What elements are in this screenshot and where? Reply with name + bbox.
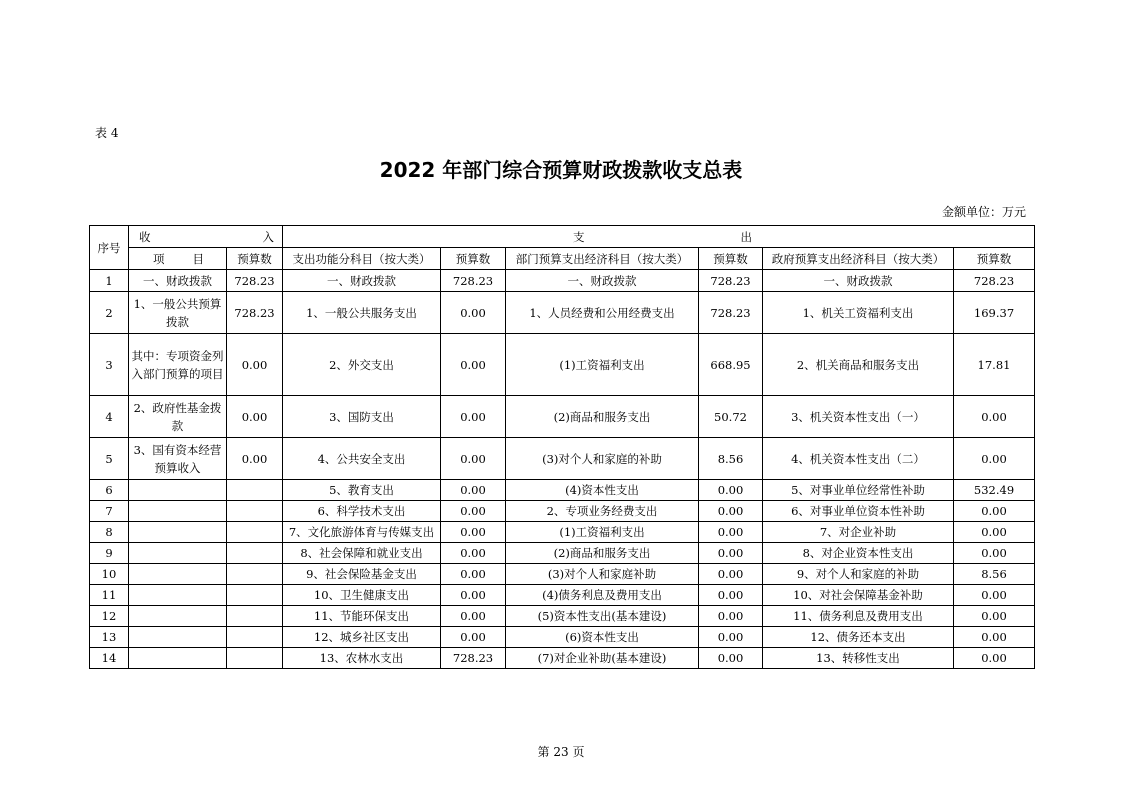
row-seq: 13	[90, 627, 129, 648]
func-budget: 0.00	[441, 292, 506, 334]
func-subject: 2、外交支出	[283, 334, 441, 396]
header-income: 收 入	[129, 226, 283, 248]
header-budget-dept: 预算数	[699, 248, 763, 270]
func-subject: 13、农林水支出	[283, 648, 441, 669]
income-item	[129, 480, 227, 501]
gov-subject: 8、对企业资本性支出	[763, 543, 954, 564]
func-subject: 11、节能环保支出	[283, 606, 441, 627]
gov-budget: 17.81	[954, 334, 1035, 396]
func-subject: 9、社会保险基金支出	[283, 564, 441, 585]
dept-subject: (3)对个人和家庭的补助	[506, 438, 699, 480]
header-expense: 支 出	[283, 226, 1035, 248]
income-budget	[227, 585, 283, 606]
table-row	[90, 334, 1035, 396]
dept-budget: 0.00	[699, 480, 763, 501]
dept-budget: 0.00	[699, 564, 763, 585]
dept-subject: (2)商品和服务支出	[506, 396, 699, 438]
dept-budget: 0.00	[699, 543, 763, 564]
income-item	[129, 606, 227, 627]
gov-subject: 2、机关商品和服务支出	[763, 334, 954, 396]
dept-budget: 0.00	[699, 585, 763, 606]
func-subject: 6、科学技术支出	[283, 501, 441, 522]
income-item	[129, 648, 227, 669]
func-budget: 728.23	[441, 648, 506, 669]
dept-budget: 728.23	[699, 292, 763, 334]
income-budget: 0.00	[227, 396, 283, 438]
table-row	[90, 585, 1035, 606]
gov-budget: 728.23	[954, 270, 1035, 292]
income-item	[129, 522, 227, 543]
func-subject: 5、教育支出	[283, 480, 441, 501]
row-seq: 11	[90, 585, 129, 606]
func-subject: 3、国防支出	[283, 396, 441, 438]
dept-budget: 728.23	[699, 270, 763, 292]
gov-subject: 一、财政拨款	[763, 270, 954, 292]
gov-budget: 169.37	[954, 292, 1035, 334]
dept-subject: (5)资本性支出(基本建设)	[506, 606, 699, 627]
func-subject: 4、公共安全支出	[283, 438, 441, 480]
gov-subject: 12、债务还本支出	[763, 627, 954, 648]
func-budget: 0.00	[441, 606, 506, 627]
table-row	[90, 438, 1035, 480]
dept-subject: (1)工资福利支出	[506, 522, 699, 543]
income-budget	[227, 648, 283, 669]
table-row	[90, 480, 1035, 501]
row-seq: 5	[90, 438, 129, 480]
income-budget	[227, 480, 283, 501]
gov-subject: 9、对个人和家庭的补助	[763, 564, 954, 585]
gov-subject: 7、对企业补助	[763, 522, 954, 543]
income-budget	[227, 543, 283, 564]
table-row	[90, 543, 1035, 564]
func-budget: 0.00	[441, 564, 506, 585]
row-seq: 2	[90, 292, 129, 334]
dept-budget: 0.00	[699, 522, 763, 543]
gov-budget: 0.00	[954, 627, 1035, 648]
header-budget-income: 预算数	[227, 248, 283, 270]
gov-subject: 4、机关资本性支出（二）	[763, 438, 954, 480]
gov-subject: 11、债务利息及费用支出	[763, 606, 954, 627]
table-row	[90, 606, 1035, 627]
func-budget: 0.00	[441, 585, 506, 606]
dept-budget: 0.00	[699, 606, 763, 627]
row-seq: 14	[90, 648, 129, 669]
dept-subject: (4)资本性支出	[506, 480, 699, 501]
gov-subject: 13、转移性支出	[763, 648, 954, 669]
dept-subject: (3)对个人和家庭补助	[506, 564, 699, 585]
row-seq: 8	[90, 522, 129, 543]
table-row	[90, 648, 1035, 669]
gov-budget: 532.49	[954, 480, 1035, 501]
income-budget	[227, 501, 283, 522]
header-dept-subject: 部门预算支出经济科目（按大类）	[506, 248, 699, 270]
func-budget: 0.00	[441, 522, 506, 543]
func-budget: 0.00	[441, 480, 506, 501]
table-row	[90, 292, 1035, 334]
income-budget: 0.00	[227, 334, 283, 396]
func-subject: 8、社会保障和就业支出	[283, 543, 441, 564]
dept-subject: 1、人员经费和公用经费支出	[506, 292, 699, 334]
row-seq: 7	[90, 501, 129, 522]
gov-budget: 0.00	[954, 543, 1035, 564]
table-row	[90, 564, 1035, 585]
dept-budget: 668.95	[699, 334, 763, 396]
func-budget: 0.00	[441, 334, 506, 396]
header-seq: 序号	[90, 226, 129, 270]
row-seq: 4	[90, 396, 129, 438]
header-gov-subject: 政府预算支出经济科目（按大类）	[763, 248, 954, 270]
row-seq: 12	[90, 606, 129, 627]
gov-budget: 0.00	[954, 522, 1035, 543]
dept-subject: (2)商品和服务支出	[506, 543, 699, 564]
row-seq: 9	[90, 543, 129, 564]
dept-budget: 0.00	[699, 648, 763, 669]
dept-subject: (1)工资福利支出	[506, 334, 699, 396]
dept-subject: 一、财政拨款	[506, 270, 699, 292]
income-budget	[227, 564, 283, 585]
row-seq: 1	[90, 270, 129, 292]
dept-subject: (6)资本性支出	[506, 627, 699, 648]
page-title: 2022 年部门综合预算财政拨款收支总表	[379, 158, 743, 182]
gov-budget: 0.00	[954, 606, 1035, 627]
table-row	[90, 522, 1035, 543]
dept-subject: (4)债务利息及费用支出	[506, 585, 699, 606]
func-budget: 0.00	[441, 501, 506, 522]
table-row	[90, 627, 1035, 648]
amount-unit: 金额单位：万元	[941, 205, 1026, 219]
gov-budget: 0.00	[954, 501, 1035, 522]
income-item	[129, 564, 227, 585]
gov-budget: 0.00	[954, 585, 1035, 606]
table-label: 表 4	[95, 126, 119, 140]
header-func-subject: 支出功能分科目（按大类）	[283, 248, 441, 270]
dept-budget: 50.72	[699, 396, 763, 438]
func-budget: 0.00	[441, 396, 506, 438]
func-subject: 1、一般公共服务支出	[283, 292, 441, 334]
budget-table	[89, 225, 1035, 669]
gov-subject: 6、对事业单位资本性补助	[763, 501, 954, 522]
table-row	[90, 501, 1035, 522]
dept-budget: 8.56	[699, 438, 763, 480]
func-budget: 728.23	[441, 270, 506, 292]
gov-subject: 10、对社会保障基金补助	[763, 585, 954, 606]
func-subject: 一、财政拨款	[283, 270, 441, 292]
row-seq: 6	[90, 480, 129, 501]
header-budget-gov: 预算数	[954, 248, 1035, 270]
func-subject: 12、城乡社区支出	[283, 627, 441, 648]
gov-budget: 0.00	[954, 648, 1035, 669]
func-subject: 7、文化旅游体育与传媒支出	[283, 522, 441, 543]
header-budget-func: 预算数	[441, 248, 506, 270]
income-item: 一、财政拨款	[129, 270, 227, 292]
gov-budget: 8.56	[954, 564, 1035, 585]
income-item: 2、政府性基金拨款	[129, 396, 227, 438]
income-item: 其中：专项资金列入部门预算的项目	[129, 334, 227, 396]
gov-budget: 0.00	[954, 396, 1035, 438]
header-item: 项 目	[129, 248, 227, 270]
gov-subject: 5、对事业单位经常性补助	[763, 480, 954, 501]
gov-subject: 3、机关资本性支出（一）	[763, 396, 954, 438]
income-item: 1、一般公共预算拨款	[129, 292, 227, 334]
table-row	[90, 396, 1035, 438]
gov-budget: 0.00	[954, 438, 1035, 480]
row-seq: 10	[90, 564, 129, 585]
page-number: 第 23 页	[537, 745, 585, 759]
income-item	[129, 543, 227, 564]
gov-subject: 1、机关工资福利支出	[763, 292, 954, 334]
income-item	[129, 585, 227, 606]
table-row	[90, 270, 1035, 292]
income-item: 3、国有资本经营预算收入	[129, 438, 227, 480]
income-item	[129, 627, 227, 648]
func-subject: 10、卫生健康支出	[283, 585, 441, 606]
dept-budget: 0.00	[699, 501, 763, 522]
dept-budget: 0.00	[699, 627, 763, 648]
income-budget	[227, 522, 283, 543]
dept-subject: (7)对企业补助(基本建设)	[506, 648, 699, 669]
func-budget: 0.00	[441, 543, 506, 564]
func-budget: 0.00	[441, 438, 506, 480]
income-budget: 0.00	[227, 438, 283, 480]
dept-subject: 2、专项业务经费支出	[506, 501, 699, 522]
income-budget	[227, 627, 283, 648]
income-item	[129, 501, 227, 522]
income-budget: 728.23	[227, 270, 283, 292]
income-budget: 728.23	[227, 292, 283, 334]
income-budget	[227, 606, 283, 627]
func-budget: 0.00	[441, 627, 506, 648]
row-seq: 3	[90, 334, 129, 396]
